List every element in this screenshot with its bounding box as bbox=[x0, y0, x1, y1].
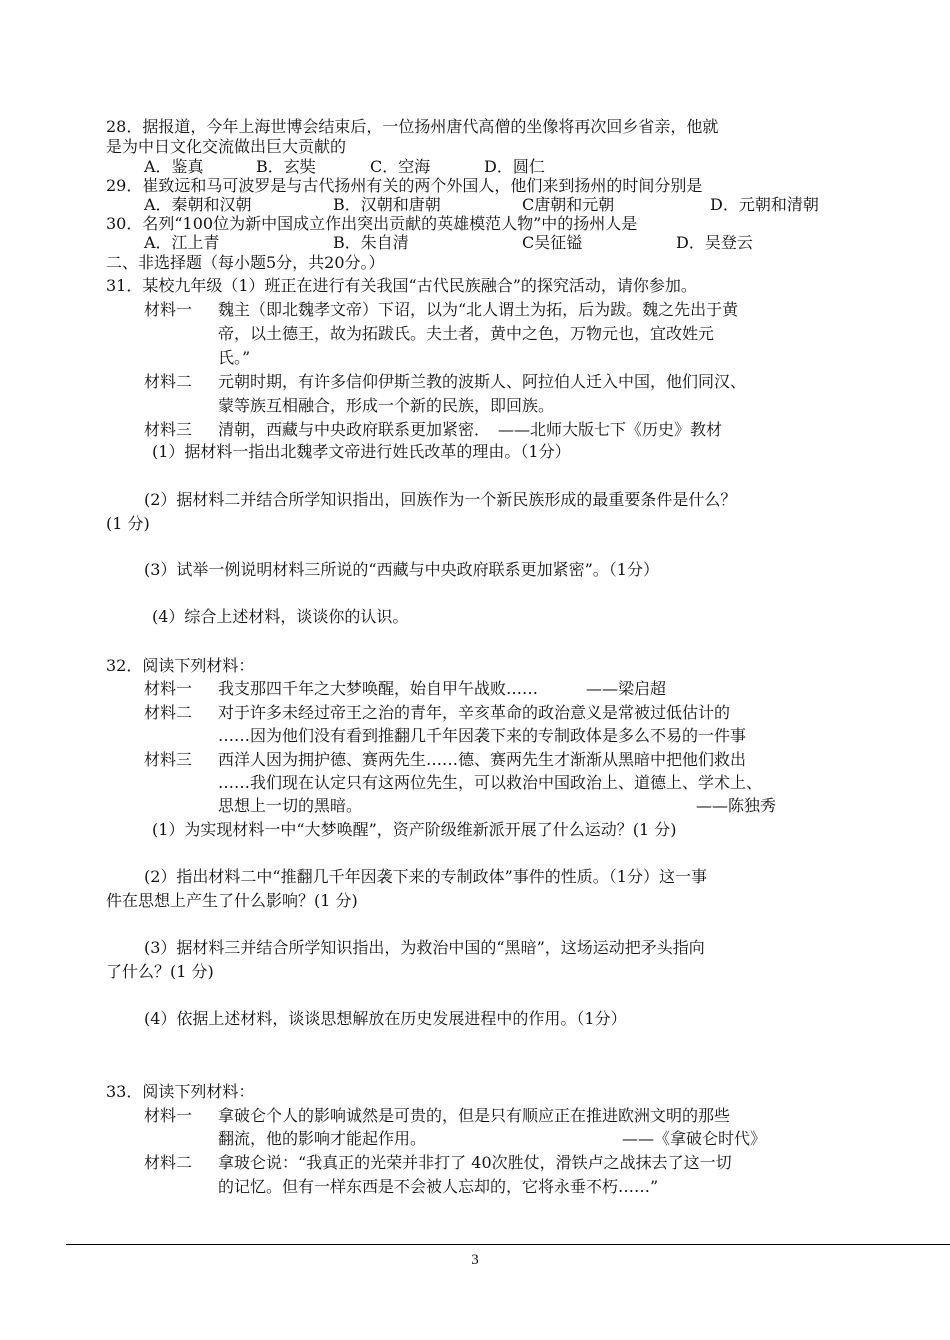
q30-option-d: D．吴登云 bbox=[676, 233, 753, 252]
q28-option-b: B．玄奘 bbox=[256, 157, 316, 176]
page-number: 3 bbox=[471, 1252, 479, 1268]
q33-material1-source: ——《拿破仑时代》 bbox=[622, 1129, 767, 1148]
q32-material3-line3: 思想上一切的黑暗。 bbox=[218, 796, 363, 815]
footer-rule bbox=[66, 1244, 950, 1245]
q31-subquestion-1: (1）据材料一指出北魏孝文帝进行姓氏改革的理由。（1分） bbox=[152, 442, 571, 461]
q31-material1-label: 材料一 bbox=[144, 300, 193, 319]
q33-material1-line2: 翻流，他的影响才能起作用。 bbox=[218, 1129, 427, 1148]
q31-material2-line1: 元朝时期，有许多信仰伊斯兰教的波斯人、阿拉伯人迁入中国，他们同汉、 bbox=[218, 372, 747, 391]
q28-option-d: D．圆仁 bbox=[484, 157, 545, 176]
q32-material2-line2: ……因为他们没有看到推翻几千年因袭下来的专制政体是多么不易的一件事 bbox=[218, 726, 747, 745]
q29-option-a: A．秦朝和汉朝 bbox=[144, 195, 252, 214]
q30-option-a: A．江上青 bbox=[144, 233, 220, 252]
q28-option-c: C．空海 bbox=[370, 157, 431, 176]
q32-subquestion-2-line1: (2）指出材料二中“推翻几千年因袭下来的专制政体”事件的性质。（1分）这一事 bbox=[144, 867, 707, 886]
q31-subquestion-2-line2: (1 分) bbox=[106, 514, 150, 533]
q32-material1-line1: 我支那四千年之大梦唤醒，始自甲午战败…… ——梁启超 bbox=[218, 679, 667, 698]
q33-stem: 33．阅读下列材料： bbox=[106, 1082, 255, 1101]
q32-stem: 32．阅读下列材料： bbox=[106, 656, 255, 675]
q29-option-d: D．元朝和清朝 bbox=[710, 195, 819, 214]
q30-stem: 30．名列“100位为新中国成立作出突出贡献的英雄模范人物”中的扬州人是 bbox=[106, 214, 638, 233]
q31-material1-line1: 魏主（即北魏孝文帝）下诏，以为“北人谓土为拓，后为跋。魏之先出于黄 bbox=[218, 300, 739, 319]
q32-material2-label: 材料二 bbox=[144, 703, 193, 722]
section-heading-nonchoice: 二、非选择题（每小题5分，共20分。） bbox=[106, 253, 385, 272]
q31-material3-label: 材料三 bbox=[144, 420, 193, 439]
q32-subquestion-2-line2: 件在思想上产生了什么影响？(1 分) bbox=[106, 891, 358, 910]
q31-subquestion-2-line1: (2）据材料二并结合所学知识指出，回族作为一个新民族形成的最重要条件是什么？ bbox=[144, 490, 737, 509]
q33-material1-label: 材料一 bbox=[144, 1106, 193, 1125]
q32-subquestion-3-line1: (3）据材料三并结合所学知识指出，为救治中国的“黑暗”，这场运动把矛头指向 bbox=[144, 938, 705, 957]
q33-material2-line1: 拿玻仑说：“我真正的光荣并非打了 40次胜仗，滑铁卢之战抹去了这一切 bbox=[218, 1153, 732, 1172]
q32-material3-line2: ……我们现在认定只有这两位先生，可以救治中国政治上、道德上、学术上、 bbox=[218, 773, 763, 792]
q31-material2-line2: 蒙等族互相融合，形成一个新的民族，即回族。 bbox=[218, 396, 555, 415]
q29-option-b: B．汉朝和唐朝 bbox=[333, 195, 441, 214]
q31-material1-line2: 帝，以土德王，故为拓跋氏。夫土者，黄中之色，万物元也，宜改姓元 bbox=[218, 324, 715, 343]
q32-subquestion-3-line2: 了什么？(1 分) bbox=[106, 962, 214, 981]
q31-material2-label: 材料二 bbox=[144, 372, 193, 391]
q29-option-c: C唐朝和元朝 bbox=[522, 195, 615, 214]
q32-material3-line1: 西洋人因为拥护德、赛两先生……德、赛两先生才渐渐从黑暗中把他们救出 bbox=[218, 750, 747, 769]
q31-material1-line3: 氏。” bbox=[218, 348, 251, 367]
q31-subquestion-3: (3）试举一例说明材料三所说的“西藏与中央政府联系更加紧密”。（1分） bbox=[144, 560, 659, 579]
q32-material3-source: ——陈独秀 bbox=[696, 796, 777, 815]
q28-stem-line1: 28．据报道，今年上海世博会结束后，一位扬州唐代高僧的坐像将再次回乡省亲，他就 bbox=[106, 117, 719, 136]
q28-stem-line2: 是为中日文化交流做出巨大贡献的 bbox=[106, 137, 347, 156]
q31-material3-line1: 清朝，西藏与中央政府联系更加紧密． ——北师大版七下《历史》教材 bbox=[218, 420, 723, 439]
q32-subquestion-1: (1）为实现材料一中“大梦唤醒”，资产阶级维新派开展了什么运动？(1 分) bbox=[152, 820, 677, 839]
q32-subquestion-4: (4）依据上述材料，谈谈思想解放在历史发展进程中的作用。（1分） bbox=[144, 1009, 627, 1028]
q31-subquestion-4: (4）综合上述材料，谈谈你的认识。 bbox=[152, 607, 409, 626]
q33-material2-label: 材料二 bbox=[144, 1153, 193, 1172]
q30-option-b: B．朱自清 bbox=[333, 233, 409, 252]
q32-material1-label: 材料一 bbox=[144, 679, 193, 698]
q31-stem: 31．某校九年级（1）班正在进行有关我国“古代民族融合”的探究活动，请你参加。 bbox=[106, 276, 697, 295]
q32-material3-label: 材料三 bbox=[144, 750, 193, 769]
q33-material2-line2: 的记忆。但有一样东西是不会被人忘却的，它将永垂不朽……” bbox=[218, 1177, 659, 1196]
q29-stem: 29．崔致远和马可波罗是与古代扬州有关的两个外国人，他们来到扬州的时间分别是 bbox=[106, 176, 703, 195]
q32-material2-line1: 对于许多未经过帝王之治的青年，辛亥革命的政治意义是常被过低估计的 bbox=[218, 703, 731, 722]
q30-option-c: C吴征镒 bbox=[522, 233, 583, 252]
q28-option-a: A．鉴真 bbox=[144, 157, 204, 176]
q33-material1-line1: 拿破仑个人的影响诚然是可贵的，但是只有顺应正在推进欧洲文明的那些 bbox=[218, 1106, 731, 1125]
